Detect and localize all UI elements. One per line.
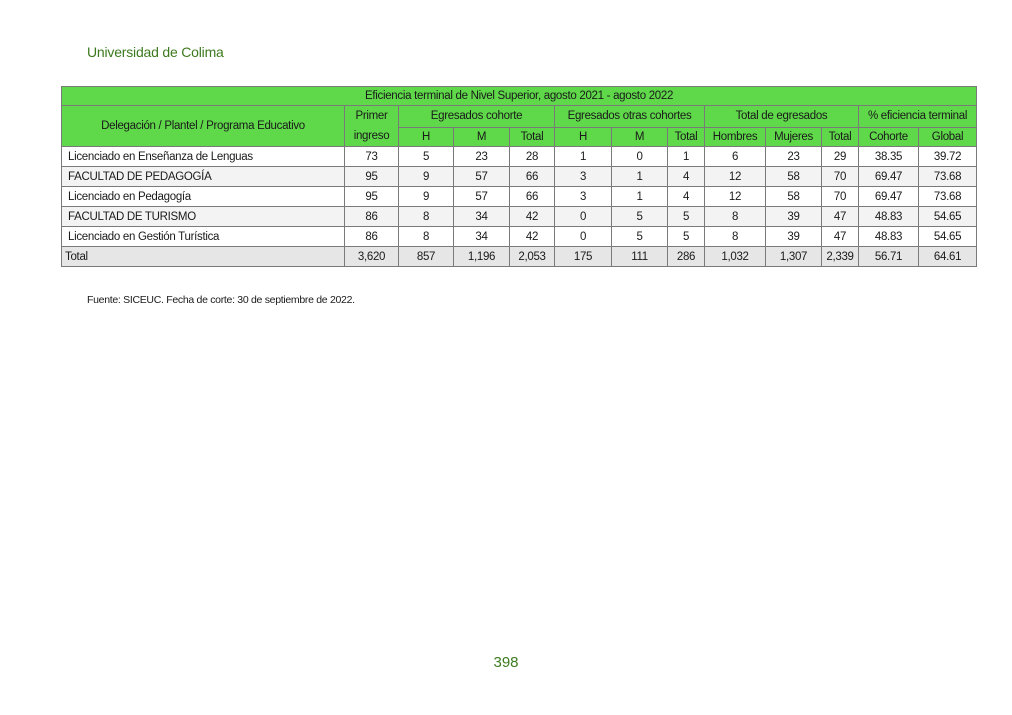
cell-otras-total: 5 [668, 207, 705, 227]
cell-total: 47 [822, 207, 859, 227]
cell-total: 29 [822, 147, 859, 167]
cell-mujeres: 1,307 [766, 247, 822, 267]
cell-program: FACULTAD DE PEDAGOGÍA [62, 167, 345, 187]
subheader-coh-total: Total [510, 127, 555, 146]
table-row [62, 167, 977, 187]
cell-total: 70 [822, 187, 859, 207]
page-number: 398 [493, 654, 519, 671]
cell-coh-total: 2,053 [510, 247, 555, 267]
cell-coh-total: 42 [510, 227, 555, 247]
cell-ef-global: 54.65 [919, 227, 977, 247]
cell-otras-h: 3 [555, 187, 612, 207]
cell-coh-m: 34 [454, 227, 510, 247]
cell-coh-total: 28 [510, 147, 555, 167]
cell-otras-m: 1 [612, 167, 668, 187]
cell-coh-m: 23 [454, 147, 510, 167]
table-title: Eficiencia terminal de Nivel Superior, agosto 2021 - agosto 2022 [62, 87, 977, 106]
cell-ef-global: 39.72 [919, 147, 977, 167]
cell-otras-m: 5 [612, 207, 668, 227]
table-row [62, 227, 977, 247]
cell-hombres: 1,032 [705, 247, 766, 267]
cell-ef-global: 73.68 [919, 167, 977, 187]
cell-ef-cohorte: 48.83 [859, 227, 919, 247]
subheader-otras-h: H [555, 127, 612, 146]
cell-coh-total: 42 [510, 207, 555, 227]
cell-hombres: 12 [705, 167, 766, 187]
cell-otras-total: 4 [668, 187, 705, 207]
cell-coh-m: 34 [454, 207, 510, 227]
cell-ef-cohorte: 48.83 [859, 207, 919, 227]
table-row [62, 187, 977, 207]
cell-mujeres: 39 [766, 207, 822, 227]
cell-otras-total: 5 [668, 227, 705, 247]
total-row [62, 247, 977, 267]
header-eficiencia: % eficiencia terminal [859, 106, 977, 128]
subheader-mujeres: Mujeres [766, 127, 822, 146]
cell-hombres: 6 [705, 147, 766, 167]
header-egresados-otras: Egresados otras cohortes [555, 106, 705, 128]
cell-coh-total: 66 [510, 187, 555, 207]
cell-ef-global: 73.68 [919, 187, 977, 207]
subheader-otras-total: Total [668, 127, 705, 146]
subheader-coh-m: M [454, 127, 510, 146]
cell-mujeres: 58 [766, 167, 822, 187]
cell-program: Licenciado en Pedagogía [62, 187, 345, 207]
cell-primer-ingreso: 3,620 [345, 247, 399, 267]
cell-otras-h: 0 [555, 207, 612, 227]
cell-program: Total [62, 247, 345, 267]
cell-ef-cohorte: 69.47 [859, 167, 919, 187]
cell-otras-h: 3 [555, 167, 612, 187]
cell-coh-h: 5 [399, 147, 454, 167]
cell-primer-ingreso: 86 [345, 227, 399, 247]
cell-otras-h: 0 [555, 227, 612, 247]
subheader-cohorte: Cohorte [859, 127, 919, 146]
cell-otras-total: 4 [668, 167, 705, 187]
cell-otras-total: 1 [668, 147, 705, 167]
subheader-otras-m: M [612, 127, 668, 146]
cell-program: FACULTAD DE TURISMO [62, 207, 345, 227]
cell-ef-cohorte: 56.71 [859, 247, 919, 267]
cell-primer-ingreso: 86 [345, 207, 399, 227]
efficiency-table [61, 86, 977, 267]
cell-hombres: 8 [705, 207, 766, 227]
cell-coh-h: 857 [399, 247, 454, 267]
header-egresados-cohorte: Egresados cohorte [399, 106, 555, 128]
cell-primer-ingreso: 73 [345, 147, 399, 167]
header-program: Delegación / Plantel / Programa Educativo [62, 106, 345, 147]
cell-total: 47 [822, 227, 859, 247]
cell-ef-global: 64.61 [919, 247, 977, 267]
subheader-total: Total [822, 127, 859, 146]
header-primer-ingreso: Primer ingreso [345, 106, 399, 147]
table-row [62, 147, 977, 167]
cell-coh-h: 9 [399, 187, 454, 207]
cell-program: Licenciado en Gestión Turística [62, 227, 345, 247]
institution-header: Universidad de Colima [87, 44, 224, 60]
cell-total: 70 [822, 167, 859, 187]
cell-otras-total: 286 [668, 247, 705, 267]
table-row [62, 207, 977, 227]
cell-otras-m: 5 [612, 227, 668, 247]
cell-hombres: 8 [705, 227, 766, 247]
cell-otras-m: 1 [612, 187, 668, 207]
cell-otras-h: 1 [555, 147, 612, 167]
cell-mujeres: 39 [766, 227, 822, 247]
cell-coh-h: 9 [399, 167, 454, 187]
cell-ef-cohorte: 69.47 [859, 187, 919, 207]
cell-otras-m: 0 [612, 147, 668, 167]
header-total-egresados: Total de egresados [705, 106, 859, 128]
cell-primer-ingreso: 95 [345, 167, 399, 187]
subheader-global: Global [919, 127, 977, 146]
cell-program: Licenciado en Enseñanza de Lenguas [62, 147, 345, 167]
subheader-coh-h: H [399, 127, 454, 146]
cell-hombres: 12 [705, 187, 766, 207]
cell-total: 2,339 [822, 247, 859, 267]
table-body [62, 147, 977, 267]
cell-coh-h: 8 [399, 227, 454, 247]
cell-coh-h: 8 [399, 207, 454, 227]
cell-otras-h: 175 [555, 247, 612, 267]
cell-coh-m: 1,196 [454, 247, 510, 267]
cell-mujeres: 58 [766, 187, 822, 207]
cell-primer-ingreso: 95 [345, 187, 399, 207]
cell-coh-m: 57 [454, 167, 510, 187]
source-note: Fuente: SICEUC. Fecha de corte: 30 de septiembre de 2022. [87, 294, 355, 306]
cell-ef-cohorte: 38.35 [859, 147, 919, 167]
cell-mujeres: 23 [766, 147, 822, 167]
cell-ef-global: 54.65 [919, 207, 977, 227]
cell-otras-m: 111 [612, 247, 668, 267]
cell-coh-total: 66 [510, 167, 555, 187]
subheader-hombres: Hombres [705, 127, 766, 146]
cell-coh-m: 57 [454, 187, 510, 207]
